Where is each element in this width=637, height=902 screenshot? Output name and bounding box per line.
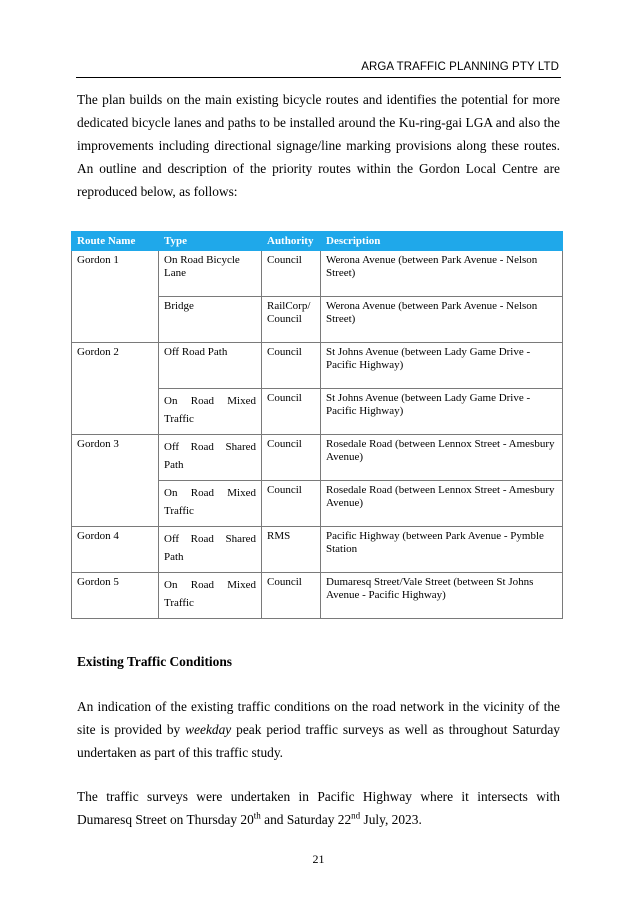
type-text: On Road Bicycle Lane (164, 254, 240, 279)
route-name-cell: Gordon 4 (72, 527, 159, 573)
authority-cell (262, 297, 321, 343)
route-name-cell: Gordon 1 (72, 251, 159, 343)
header-description: Description (321, 232, 563, 251)
description-cell: Werona Avenue (between Park Avenue - Nelson Street) (321, 297, 563, 343)
paragraph-text: peak period traffic surveys as well as throughout Saturday undertaken as part of this traffic study. (77, 722, 560, 760)
table-row (72, 573, 563, 619)
paragraph-italic-text: weekday (185, 722, 232, 737)
authority-text: RailCorp/ Council (267, 300, 311, 325)
paragraph-text: The traffic surveys were undertaken in Pacific Highway where it intersects with Dumaresq Street on Thursday 20 (77, 789, 560, 827)
header-type: Type (159, 232, 262, 251)
authority-cell: Council (262, 389, 321, 435)
table-row (72, 527, 563, 573)
paragraph-text: An indication of the existing traffic conditions on the road network in the vicinity of the site is provided by (77, 699, 560, 737)
header-route-name: Route Name (72, 232, 159, 251)
route-name-cell: Gordon 3 (72, 435, 159, 527)
priority-routes-table (71, 231, 563, 619)
authority-cell: Council (262, 481, 321, 527)
authority-cell: Council (262, 573, 321, 619)
description-cell: Dumaresq Street/Vale Street (between St Johns Avenue - Pacific Highway) (321, 573, 563, 619)
description-cell: Rosedale Road (between Lennox Street - Amesbury Avenue) (321, 435, 563, 481)
description-cell: Pacific Highway (between Park Avenue - Pymble Station (321, 527, 563, 573)
description-cell: St Johns Avenue (between Lady Game Drive - Pacific Highway) (321, 389, 563, 435)
authority-cell: Council (262, 251, 321, 297)
description-cell: St Johns Avenue (between Lady Game Drive - Pacific Highway) (321, 343, 563, 389)
authority-cell: Council (262, 435, 321, 481)
type-cell: Off Road Shared Path (159, 527, 262, 573)
type-cell: Off Road Shared Path (159, 435, 262, 481)
type-cell (159, 251, 262, 297)
ordinal-suffix: th (253, 810, 261, 821)
table-row (72, 435, 563, 481)
paragraph-text: July, 2023. (360, 812, 422, 827)
paragraph-text: and Saturday 22 (260, 812, 352, 827)
type-cell: On Road Mixed Traffic (159, 573, 262, 619)
description-cell: Werona Avenue (between Park Avenue - Nelson Street) (321, 251, 563, 297)
section-heading: Existing Traffic Conditions (77, 654, 233, 669)
page-header: ARGA TRAFFIC PLANNING PTY LTD (361, 61, 559, 73)
intro-paragraph: The plan builds on the main existing bicycle routes and identifies the potential for more dedicated bicycle lanes and paths to be installed around the Ku-ring-gai LGA and also the improvements including directional signage/line marking provisions along these routes. An outline and description of the priority routes within the Gordon Local Centre are reproduced below, as follows: (77, 92, 560, 199)
route-name-cell: Gordon 5 (72, 573, 159, 619)
authority-cell: RMS (262, 527, 321, 573)
traffic-surveys-paragraph (77, 785, 560, 831)
type-cell: On Road Mixed Traffic (159, 389, 262, 435)
type-cell: On Road Mixed Traffic (159, 481, 262, 527)
page-number: 21 (312, 852, 325, 866)
description-cell: Rosedale Road (between Lennox Street - Amesbury Avenue) (321, 481, 563, 527)
authority-cell: Council (262, 343, 321, 389)
route-name-cell: Gordon 2 (72, 343, 159, 435)
table-header-row (72, 232, 563, 251)
table-row (72, 251, 563, 297)
type-cell: Off Road Path (159, 343, 262, 389)
type-cell: Bridge (159, 297, 262, 343)
table-row (72, 343, 563, 389)
ordinal-suffix: nd (351, 810, 361, 821)
traffic-conditions-paragraph (77, 695, 560, 764)
header-rule (76, 77, 561, 78)
header-authority: Authority (262, 232, 321, 251)
